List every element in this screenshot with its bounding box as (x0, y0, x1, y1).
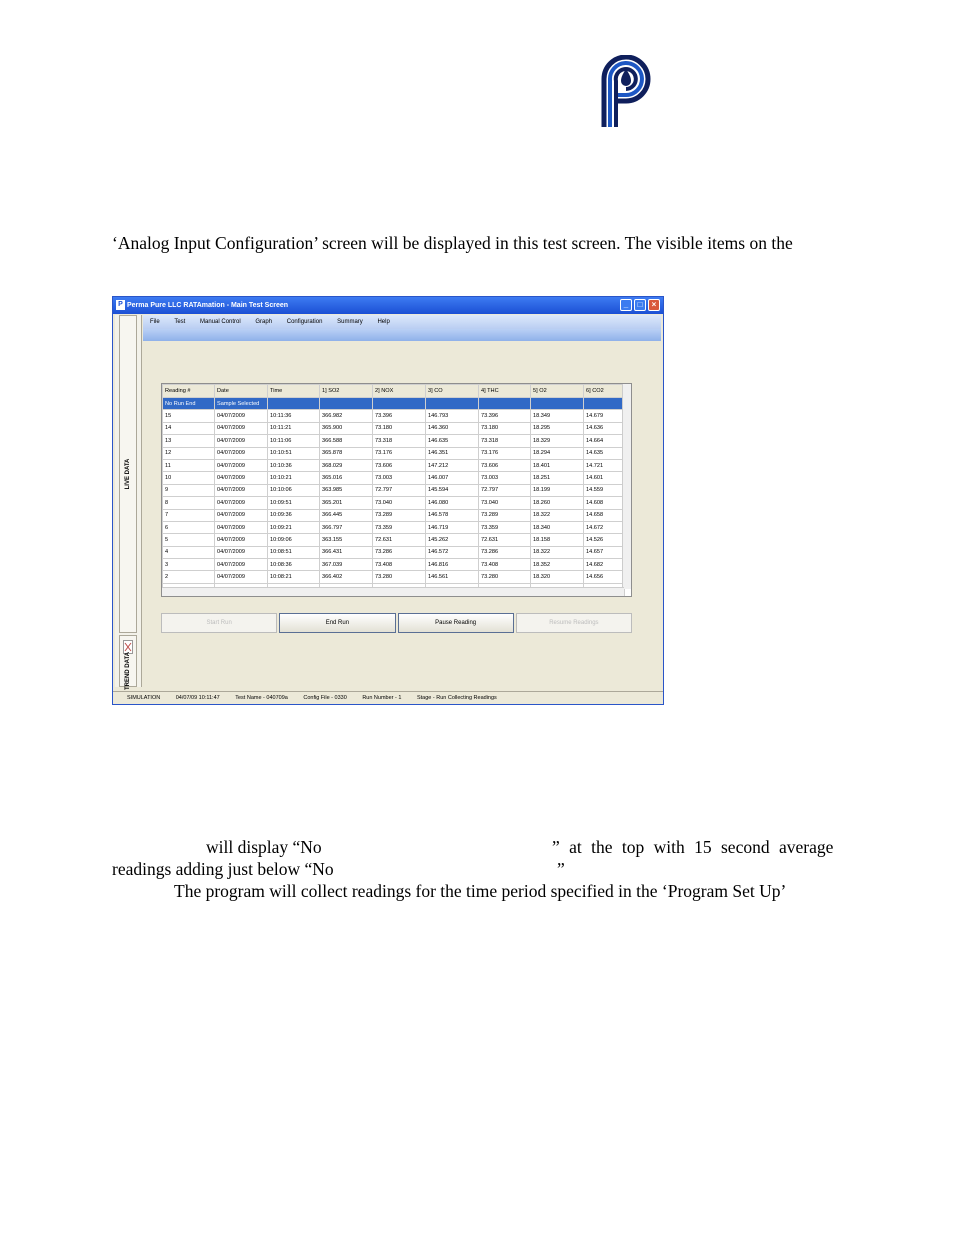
table-cell: 146.719 (426, 521, 479, 533)
table-cell: 7 (163, 509, 215, 521)
table-cell: 146.360 (426, 422, 479, 434)
table-cell: 04/07/2009 (215, 435, 268, 447)
table-cell: 04/07/2009 (215, 534, 268, 546)
table-cell: 73.176 (373, 447, 426, 459)
table-cell: 73.396 (373, 410, 426, 422)
table-cell: 10:10:36 (268, 459, 320, 471)
intro-text: ‘Analog Input Configuration’ screen will be displayed in this test screen. The visible items on the (112, 233, 793, 253)
table-cell: 04/07/2009 (215, 497, 268, 509)
table-row[interactable] (163, 484, 625, 496)
window-title: Perma Pure LLC RATAmation - Main Test Screen (127, 302, 289, 309)
table-cell: 18.352 (531, 559, 584, 571)
table-cell: 18.340 (531, 521, 584, 533)
ratamation-window (112, 296, 664, 705)
table-cell: 366.982 (320, 410, 373, 422)
table-cell: 73.408 (479, 559, 531, 571)
table-cell: 363.985 (320, 484, 373, 496)
table-cell: 10:09:36 (268, 509, 320, 521)
table-cell: 04/07/2009 (215, 447, 268, 459)
table-cell: 73.180 (373, 422, 426, 434)
table-cell (531, 398, 584, 410)
table-cell: 73.606 (479, 459, 531, 471)
run-controls (161, 613, 632, 633)
table-cell: 14.635 (584, 447, 625, 459)
table-cell: 366.431 (320, 546, 373, 558)
table-row[interactable] (163, 497, 625, 509)
table-cell: 18.329 (531, 435, 584, 447)
table-cell: 18.322 (531, 509, 584, 521)
status-stage: Stage - Run Collecting Readings (416, 695, 497, 701)
table-cell: 365.900 (320, 422, 373, 434)
tab-live-label: LIVE DATA (125, 458, 131, 490)
table-row[interactable] (163, 534, 625, 546)
menu-bar (143, 315, 661, 329)
table-cell: 04/07/2009 (215, 509, 268, 521)
table-cell (479, 398, 531, 410)
table-cell: 366.797 (320, 521, 373, 533)
table-cell: 145.262 (426, 534, 479, 546)
toolbar (143, 329, 661, 341)
table-cell: 10:08:21 (268, 571, 320, 583)
table-cell: 145.594 (426, 484, 479, 496)
table-cell: 14.526 (584, 534, 625, 546)
column-header[interactable]: 5] O2 (531, 385, 584, 398)
table-cell: Sample Selected (215, 398, 268, 410)
table-cell: 8 (163, 497, 215, 509)
table-cell: 363.155 (320, 534, 373, 546)
table-cell: 73.408 (373, 559, 426, 571)
table-cell: 73.286 (479, 546, 531, 558)
table-row[interactable] (163, 509, 625, 521)
table-cell: 14.656 (584, 571, 625, 583)
table-row[interactable] (163, 447, 625, 459)
table-cell: 14 (163, 422, 215, 434)
table-cell: 146.351 (426, 447, 479, 459)
table-cell: 2 (163, 571, 215, 583)
menu-summary[interactable]: Summary (337, 319, 363, 325)
table-cell (584, 398, 625, 410)
table-cell: 73.606 (373, 459, 426, 471)
para-line2-end: ” (557, 859, 565, 879)
table-cell: 04/07/2009 (215, 472, 268, 484)
table-cell: 73.359 (373, 521, 426, 533)
status-test-name: Test Name - 040709a (235, 695, 288, 701)
table-cell: 14.657 (584, 546, 625, 558)
table-row[interactable] (163, 435, 625, 447)
table-cell: 146.793 (426, 410, 479, 422)
status-datetime: 04/07/09 10:11:47 (175, 695, 220, 701)
table-row[interactable] (163, 546, 625, 558)
selected-table-row[interactable] (163, 398, 625, 410)
table-cell: 73.359 (479, 521, 531, 533)
column-header[interactable]: Date (215, 385, 268, 398)
table-cell: 14.608 (584, 497, 625, 509)
tab-trend-data[interactable] (119, 635, 137, 691)
table-cell: 73.396 (479, 410, 531, 422)
table-cell: 18.199 (531, 484, 584, 496)
table-cell: 10:09:51 (268, 497, 320, 509)
table-cell: 73.289 (373, 509, 426, 521)
table-cell: 04/07/2009 (215, 559, 268, 571)
table-cell: 146.635 (426, 435, 479, 447)
table-cell: 14.601 (584, 472, 625, 484)
table-cell: 04/07/2009 (215, 422, 268, 434)
table-cell: 5 (163, 534, 215, 546)
table-cell: 73.280 (479, 571, 531, 583)
table-cell: 73.176 (479, 447, 531, 459)
table-cell: 146.578 (426, 509, 479, 521)
status-run-number: Run Number - 1 (362, 695, 402, 701)
table-cell: 73.180 (479, 422, 531, 434)
table-cell: 10:11:21 (268, 422, 320, 434)
table-cell: 10:08:36 (268, 559, 320, 571)
table-cell: 10 (163, 472, 215, 484)
table-cell: 365.016 (320, 472, 373, 484)
table-row[interactable] (163, 559, 625, 571)
table-cell: 18.158 (531, 534, 584, 546)
table-cell (373, 398, 426, 410)
table-header-row (163, 385, 625, 398)
para-line3: The program will collect readings for the time period specified in the ‘Program Set Up’ (174, 881, 787, 901)
table-cell: 04/07/2009 (215, 410, 268, 422)
table-cell: 146.561 (426, 571, 479, 583)
table-cell: 366.402 (320, 571, 373, 583)
table-cell: 14.721 (584, 459, 625, 471)
table-cell: 367.039 (320, 559, 373, 571)
table-cell: 18.251 (531, 472, 584, 484)
column-header[interactable]: 2] NOX (373, 385, 426, 398)
table-row[interactable] (163, 410, 625, 422)
para-line1-end: ” at the top with 15 second average (552, 837, 834, 857)
status-mode: SIMULATION (127, 695, 161, 701)
table-cell: 11 (163, 459, 215, 471)
table-cell: 73.040 (373, 497, 426, 509)
readings-grid (161, 383, 632, 597)
menu-file[interactable]: File (150, 319, 160, 325)
table-cell: 04/07/2009 (215, 571, 268, 583)
column-header[interactable]: 4] THC (479, 385, 531, 398)
table-cell: 18.401 (531, 459, 584, 471)
table-cell: 14.658 (584, 509, 625, 521)
table-cell: 9 (163, 484, 215, 496)
maximize-icon[interactable]: □ (634, 299, 646, 311)
table-cell: 73.286 (373, 546, 426, 558)
column-header[interactable]: Time (268, 385, 320, 398)
table-cell: 14.682 (584, 559, 625, 571)
table-cell: 18.295 (531, 422, 584, 434)
table-cell: 73.040 (479, 497, 531, 509)
column-header[interactable]: 3] CO (426, 385, 479, 398)
table-cell: 72.797 (479, 484, 531, 496)
menu-test[interactable]: Test (174, 319, 186, 325)
table-cell: 365.201 (320, 497, 373, 509)
app-icon: P (116, 300, 125, 310)
table-cell: 14.636 (584, 422, 625, 434)
horizontal-scrollbar[interactable] (162, 587, 624, 596)
table-cell: 146.080 (426, 497, 479, 509)
tab-live-data[interactable] (119, 315, 137, 633)
minimize-icon[interactable]: _ (620, 299, 632, 311)
start-run-button[interactable]: Start Run (161, 613, 277, 633)
status-config-file: Config File - 0330 (303, 695, 347, 701)
table-cell: 04/07/2009 (215, 546, 268, 558)
table-cell: 18.320 (531, 571, 584, 583)
table-cell: 18.260 (531, 497, 584, 509)
vertical-scrollbar[interactable] (622, 384, 631, 589)
table-cell: 73.280 (373, 571, 426, 583)
table-cell: No Run End (163, 398, 215, 410)
table-cell: 10:09:21 (268, 521, 320, 533)
para-line2-start: readings adding just below “No (112, 859, 334, 879)
pause-reading-button[interactable]: Pause Reading (398, 613, 514, 633)
table-cell: 146.007 (426, 472, 479, 484)
table-cell: 10:08:51 (268, 546, 320, 558)
menu-manual-control[interactable]: Manual Control (200, 319, 241, 325)
table-cell: 18.322 (531, 546, 584, 558)
table-cell: 4 (163, 546, 215, 558)
table-cell: 73.318 (373, 435, 426, 447)
table-cell: 72.631 (373, 534, 426, 546)
status-bar (113, 691, 663, 704)
close-icon[interactable]: × (648, 299, 660, 311)
side-tabs (115, 315, 142, 691)
perma-pure-logo-icon (600, 55, 654, 129)
table-cell: 14.672 (584, 521, 625, 533)
table-cell: 73.003 (479, 472, 531, 484)
table-cell: 04/07/2009 (215, 459, 268, 471)
table-cell: 10:10:06 (268, 484, 320, 496)
table-row[interactable] (163, 459, 625, 471)
table-cell: 10:10:51 (268, 447, 320, 459)
table-cell: 73.289 (479, 509, 531, 521)
table-cell: 10:11:36 (268, 410, 320, 422)
window-titlebar (113, 297, 663, 314)
column-header[interactable]: 6] CO2 (584, 385, 625, 398)
table-cell: 368.029 (320, 459, 373, 471)
table-cell: 73.003 (373, 472, 426, 484)
table-cell: 72.631 (479, 534, 531, 546)
menu-configuration[interactable]: Configuration (286, 319, 323, 325)
table-cell (268, 398, 320, 410)
table-cell: 365.878 (320, 447, 373, 459)
readings-table (162, 384, 625, 596)
table-cell: 3 (163, 559, 215, 571)
column-header[interactable]: 1] SO2 (320, 385, 373, 398)
table-cell (320, 398, 373, 410)
table-cell: 14.559 (584, 484, 625, 496)
table-cell: 14.679 (584, 410, 625, 422)
table-cell: 18.349 (531, 410, 584, 422)
table-cell: 12 (163, 447, 215, 459)
table-cell: 366.588 (320, 435, 373, 447)
table-cell: 04/07/2009 (215, 521, 268, 533)
table-cell: 6 (163, 521, 215, 533)
table-cell: 18.294 (531, 447, 584, 459)
para-line1-start: will display “No (206, 837, 322, 857)
table-row[interactable] (163, 521, 625, 533)
resume-readings-button[interactable]: Resume Readings (516, 613, 632, 633)
table-row[interactable] (163, 571, 625, 583)
table-cell: 04/07/2009 (215, 484, 268, 496)
table-cell: 14.664 (584, 435, 625, 447)
table-cell: 10:11:06 (268, 435, 320, 447)
table-cell: 13 (163, 435, 215, 447)
table-cell: 146.572 (426, 546, 479, 558)
column-header[interactable]: Reading # (163, 385, 215, 398)
table-cell: 10:10:21 (268, 472, 320, 484)
table-cell: 146.816 (426, 559, 479, 571)
table-cell: 72.797 (373, 484, 426, 496)
table-cell: 73.318 (479, 435, 531, 447)
menu-graph[interactable]: Graph (255, 319, 273, 325)
table-cell: 366.445 (320, 509, 373, 521)
table-row[interactable] (163, 422, 625, 434)
table-cell: 15 (163, 410, 215, 422)
table-row[interactable] (163, 472, 625, 484)
end-run-button[interactable]: End Run (279, 613, 395, 633)
menu-help[interactable]: Help (377, 319, 390, 325)
tab-trend-label: TREND DATA (125, 651, 131, 691)
table-cell: 147.212 (426, 459, 479, 471)
table-cell: 10:09:06 (268, 534, 320, 546)
table-cell (426, 398, 479, 410)
